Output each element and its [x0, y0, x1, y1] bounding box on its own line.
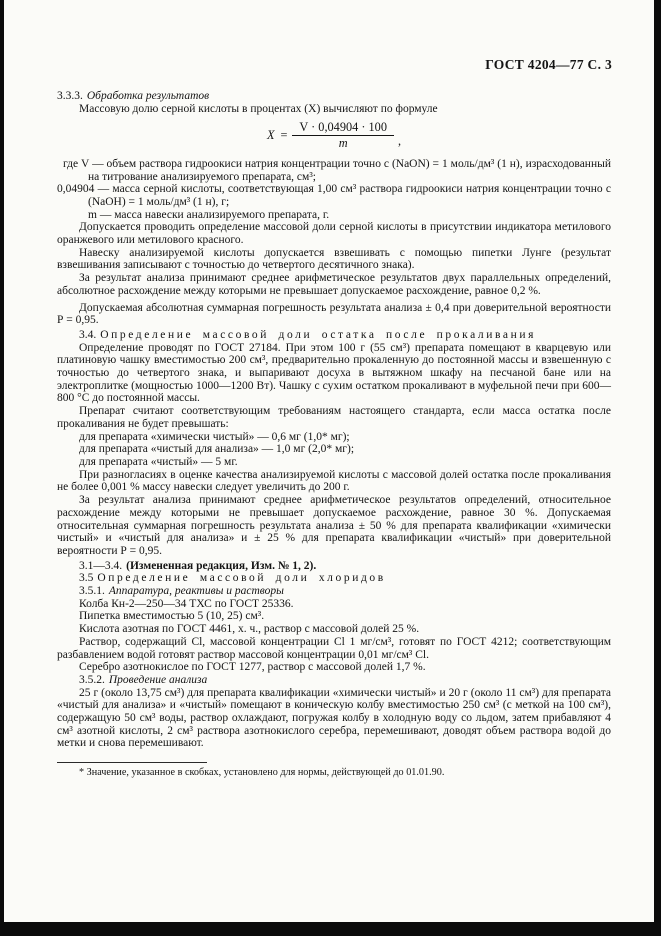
formula-denominator: m	[338, 136, 348, 151]
paragraph-flask: Колба Кн-2—250—34 ТХС по ГОСТ 25336.	[79, 597, 294, 610]
list-item-chemically-pure: для препарата «химически чистый» — 0,6 мг (1,0* мг);	[79, 430, 350, 443]
section-number: 3.1—3.4.	[79, 559, 123, 572]
paragraph-disagreement: При разногласиях в оценке качества анализируемой кислоты с массовой долей остатка после прокаливания не более 0,001 % массу навески следует увеличить до 200 г.	[57, 468, 611, 494]
section-number: 3.5.2.	[79, 673, 105, 686]
scan-edge-right	[654, 0, 661, 936]
section-3-5-heading	[57, 572, 611, 585]
amendment-note	[57, 560, 611, 573]
paragraph-3-4-body: Определение проводят по ГОСТ 27184. При этом 100 г (55 см³) препарата помещают в кварцевую или платиновую чашку вместимостью 200 см³, предварительно прокаленную до постоянной массы и взвешенную с точностью до четвертого знака, и выпаривают досуха в вытяжном шкафу на песчаной бане или на электроплитке (мощностью 1000—1200 Вт). Чашку с сухим остатком прокаливают в муфельной печи при 600—800 °С до постоянной массы.	[57, 341, 611, 405]
formula-comma: ,	[397, 134, 402, 149]
formula-lhs: X	[266, 128, 275, 143]
paragraph-absolute-error: Допускаемая абсолютная суммарная погрешность результата анализа ± 0,4 при доверительной вероятности Р = 0,95.	[57, 301, 611, 327]
paragraph-constant-definition: 0,04904 — масса серной кислоты, соответствующая 1,00 см³ раствора гидроокиси натрия концентрации точно с (NaOH) = 1 моль/дм³ (1 н), г;	[57, 183, 611, 208]
paragraph-nitric-acid: Кислота азотная по ГОСТ 4461, х. ч., раствор с массовой долей 25 %.	[79, 623, 420, 636]
paragraph-silver-nitrate: Серебро азотнокислое по ГОСТ 1277, раствор с массовой долей 1,7 %.	[79, 661, 426, 674]
section-3-5-1-heading	[57, 585, 611, 598]
document-content	[57, 90, 611, 779]
section-title: Обработка результатов	[86, 90, 210, 102]
section-title: Определение массовой доли хлоридов	[97, 572, 386, 585]
section-number: 3.3.3.	[57, 90, 83, 102]
paragraph-3-5-2-body: 25 г (около 13,75 см³) для препарата квалификации «химически чистый» и 20 г (около 11 см³) для препарата «чистый для анализа» и «чистый» помещают в коническую колбу вместимостью 250 см³ (с меткой на 100 см³), содержащую 50 см³ воды, раствор охлаждают, погружая колбу в холодную воду со льдом, затем прибавляют 4 см³ азотной кислоты, 2 см³ раствора азотнокислого серебра, перемешивают, доводят объем раствора водой до метки и снова перемешивают.	[57, 686, 611, 750]
footnote-separator	[57, 762, 207, 763]
section-number: 3.5.1.	[79, 585, 105, 598]
page-header: ГОСТ 4204—77 С. 3	[485, 57, 612, 72]
section-number: 3.5	[79, 572, 94, 585]
paragraph-where-v: где V — объем раствора гидроокиси натрия концентрации точно с (NaON) = 1 моль/дм³ (1 н), израсходованный на титрование анализируемого препарата, см³;	[63, 157, 611, 183]
section-number: 3.4.	[79, 328, 97, 341]
paragraph-m-definition: m — масса навески анализируемого препарата, г.	[88, 208, 330, 221]
paragraph-formula-intro: Массовую долю серной кислоты в процентах (X) вычисляют по формуле	[79, 102, 438, 115]
paragraph-pipette: Пипетка вместимостью 5 (10, 25) см³.	[79, 610, 265, 623]
formula	[57, 121, 611, 149]
paragraph-result-parallel: За результат анализа принимают среднее арифметическое результатов двух параллельных определений, абсолютное расхождение между которыми не превышает допускаемое расхождение, равное 0,2 %.	[57, 272, 611, 297]
footnote-text: * Значение, указанное в скобках, установлено для нормы, действующей до 01.01.90.	[79, 767, 445, 779]
section-title: Проведение анализа	[108, 673, 208, 686]
formula-numerator: V · 0,04904 · 100	[292, 121, 394, 136]
scan-edge-bottom	[0, 922, 661, 936]
paragraph-cl-solution: Раствор, содержащий Cl, массовой концентрации Cl 1 мг/см³, готовят по ГОСТ 4212; соответствующим разбавлением водой готовят раствор массовой концентрации 0,01 мг/см³ Cl.	[57, 635, 611, 661]
scan-edge-left	[0, 0, 4, 936]
section-3-4-heading	[57, 329, 611, 342]
section-3-5-2-heading	[57, 674, 611, 687]
paragraph-result-relative: За результат анализа принимают среднее арифметическое результатов определений, относительное расхождение между которыми не превышает допускаемое расхождение, равное 30 %. Допускаемая относительная суммарная погрешность результата анализа ± 50 % для препарата квалификации «химически чистый» и «чистый для анализа» и ± 25 % для препарата квалификации «чистый» при доверительной вероятности Р = 0,95.	[57, 494, 611, 557]
section-title: Определение массовой доли остатка после прокаливания	[100, 328, 536, 341]
section-3-3-3-heading	[57, 90, 611, 103]
amendment-text: (Измененная редакция, Изм. № 1, 2).	[126, 559, 317, 572]
formula-equals: =	[280, 128, 288, 143]
list-item-pure: для препарата «чистый» — 5 мг.	[79, 455, 238, 468]
paragraph-indicator: Допускается проводить определение массовой доли серной кислоты в присутствии индикатора метилового оранжевого или метилового красного.	[57, 221, 611, 247]
section-title: Аппаратура, реактивы и растворы	[108, 585, 284, 598]
list-item-pure-for-analysis: для препарата «чистый для анализа» — 1,0 мг (2,0* мг);	[79, 443, 355, 456]
paragraph-residue-intro: Препарат считают соответствующим требованиям настоящего стандарта, если масса остатка после прокаливания не будет превышать:	[57, 405, 611, 430]
paragraph-lunge-pipette: Навеску анализируемой кислоты допускается взвешивать с помощью пипетки Лунге (результат взвешивания записывают с точностью до четвертого десятичного знака).	[57, 246, 611, 272]
formula-fraction	[292, 121, 394, 149]
